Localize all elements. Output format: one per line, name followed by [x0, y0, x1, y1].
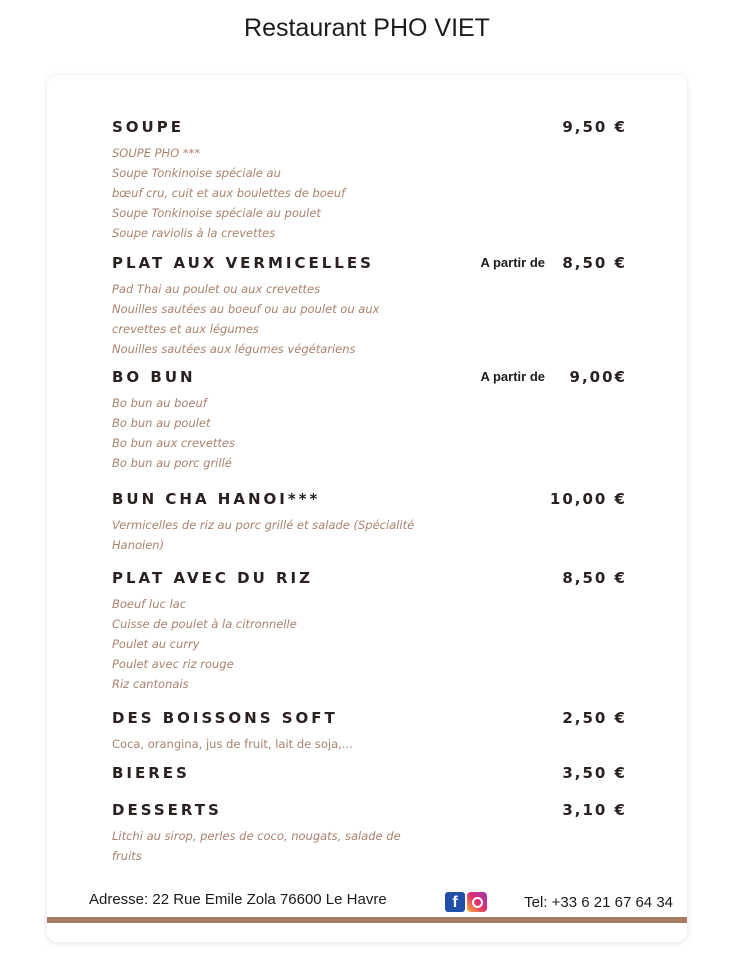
section-price: 9,00€ — [569, 368, 627, 386]
dish-item: Poulet au curry — [112, 637, 200, 651]
menu-section — [112, 761, 627, 789]
dish-item: Bo bun aux crevettes — [112, 436, 236, 450]
footer — [47, 885, 687, 915]
instagram-icon[interactable] — [467, 892, 487, 912]
facebook-icon[interactable]: f — [445, 892, 465, 912]
section-name: PLAT AUX VERMICELLES — [112, 254, 374, 272]
dish-item: Coca, orangina, jus de fruit, lait de soja,... — [112, 737, 353, 751]
dish-item: Litchi au sirop, perles de coco, nougats, salade de — [112, 829, 401, 843]
dish-item: Boeuf luc lac — [112, 597, 187, 611]
dish-item: SOUPE PHO *** — [112, 146, 201, 160]
dish-item: Nouilles sautées au boeuf ou au poulet ou aux — [112, 302, 380, 316]
section-price: 3,50 € — [562, 764, 627, 782]
dish-item: Soupe raviolis à la crevettes — [112, 226, 276, 240]
dish-item: crevettes et aux légumes — [112, 322, 259, 336]
section-price: 9,50 € — [562, 118, 627, 136]
section-price: 3,10 € — [562, 801, 627, 819]
dish-item: Bo bun au poulet — [112, 416, 211, 430]
section-name: DES BOISSONS SOFT — [112, 709, 338, 727]
price-prefix: A partir de — [480, 369, 545, 384]
section-header — [112, 798, 627, 822]
section-header — [112, 706, 627, 730]
menu-section — [112, 251, 627, 359]
telephone: Tel: +33 6 21 67 64 34 — [524, 894, 673, 911]
section-header — [112, 115, 627, 139]
section-price: 8,50 € — [562, 569, 627, 587]
dish-item: Vermicelles de riz au porc grillé et salade (Spécialité — [112, 518, 415, 532]
dish-item: Riz cantonais — [112, 677, 189, 691]
dish-item: bœuf cru, cuit et aux boulettes de boeuf — [112, 186, 346, 200]
dish-item: Cuisse de poulet à la citronnelle — [112, 617, 297, 631]
section-header — [112, 251, 627, 275]
menu-section — [112, 115, 627, 243]
menu-section — [112, 487, 627, 555]
section-price: 2,50 € — [562, 709, 627, 727]
dish-item: Soupe Tonkinoise spéciale au poulet — [112, 206, 321, 220]
section-name: BO BUN — [112, 368, 196, 386]
dish-item: Pad Thai au poulet ou aux crevettes — [112, 282, 321, 296]
menu-section — [112, 566, 627, 694]
section-name: BUN CHA HANOI*** — [112, 490, 321, 508]
section-header — [112, 566, 627, 590]
section-header — [112, 761, 627, 785]
dish-item: fruits — [112, 849, 142, 863]
section-name: BIERES — [112, 764, 190, 782]
address: Adresse: 22 Rue Emile Zola 76600 Le Havre — [89, 891, 387, 908]
menu-section — [112, 798, 627, 866]
price-prefix: A partir de — [480, 255, 545, 270]
page-title: Restaurant PHO VIET — [244, 14, 490, 42]
section-name: SOUPE — [112, 118, 184, 136]
section-price: 10,00 € — [549, 490, 627, 508]
dish-item: Bo bun au boeuf — [112, 396, 207, 410]
footer-divider — [47, 917, 687, 923]
section-price: 8,50 € — [562, 254, 627, 272]
dish-item: Bo bun au porc grillé — [112, 456, 232, 470]
section-header — [112, 365, 627, 389]
menu-card — [47, 75, 687, 942]
dish-item: Nouilles sautées aux légumes végétariens — [112, 342, 356, 356]
dish-item: Hanoien) — [112, 538, 165, 552]
section-name: DESSERTS — [112, 801, 222, 819]
section-header — [112, 487, 627, 511]
dish-item: Soupe Tonkinoise spéciale au — [112, 166, 281, 180]
section-name: PLAT AVEC DU RIZ — [112, 569, 313, 587]
menu-section — [112, 706, 627, 754]
dish-item: Poulet avec riz rouge — [112, 657, 234, 671]
menu-section — [112, 365, 627, 473]
